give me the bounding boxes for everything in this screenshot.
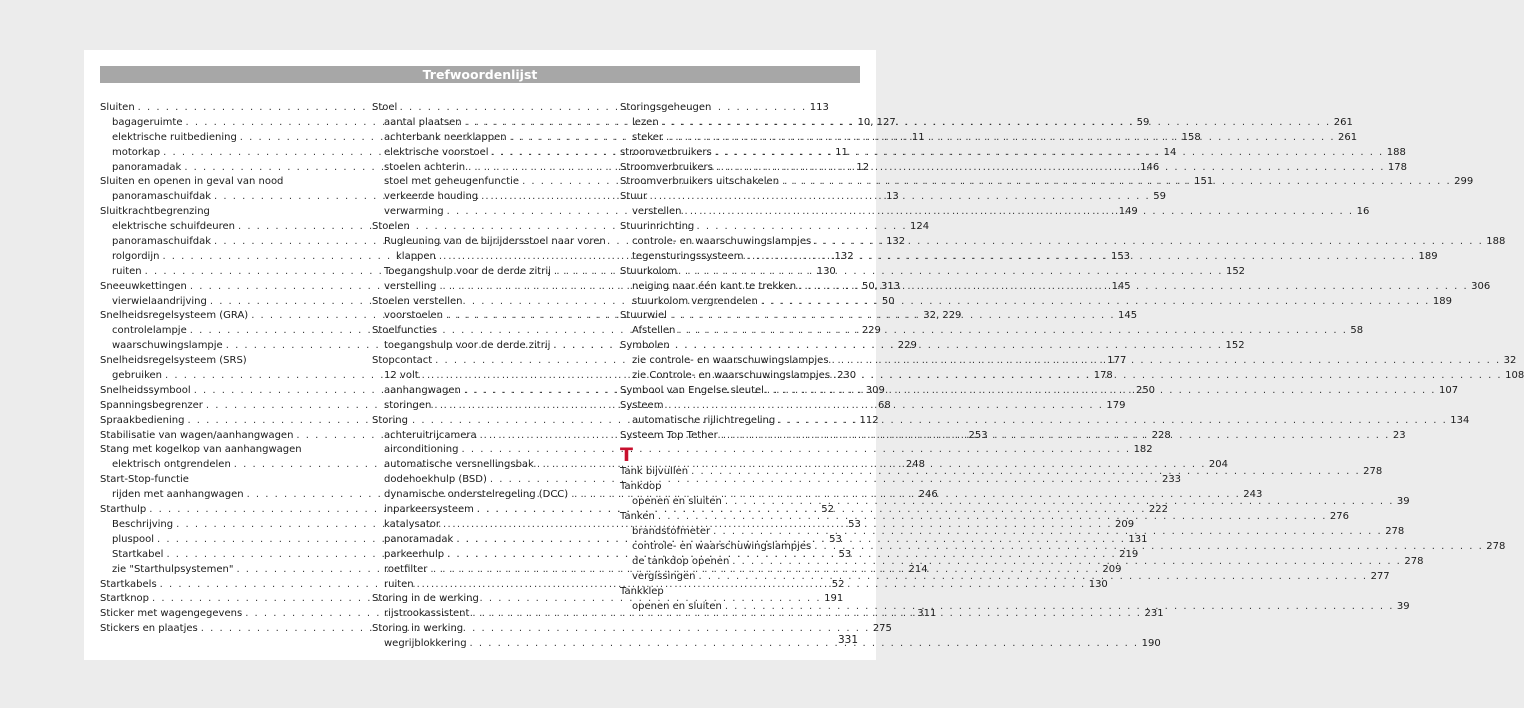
entry-page-ref[interactable]: 132 — [834, 250, 854, 262]
entry-term: Tankdop — [620, 481, 662, 493]
entry-term: Rugleuning van de bijrijdersstoel naar voren — [384, 236, 606, 248]
entry-page-ref[interactable]: 231 — [1144, 608, 1164, 620]
entry-term: controle- en waarschuwingslampjes — [632, 236, 812, 248]
entry-page-ref[interactable]: 50, 313 — [861, 280, 901, 292]
entry-page-ref[interactable]: 229 — [861, 325, 881, 337]
dot-leader — [767, 384, 1436, 399]
page-number: 331 — [838, 634, 859, 646]
entry-page-ref[interactable]: 230 — [837, 370, 857, 382]
entry-term: achteruitrijcamera — [384, 429, 477, 441]
entry-page-ref[interactable]: 233 — [1161, 474, 1182, 486]
entry-term: tegensturingssysteem — [632, 250, 744, 262]
entry-page-ref[interactable]: 261 — [1333, 116, 1353, 128]
entry-term: Start-Stop-functie — [100, 474, 189, 486]
entry-term: Stoel — [372, 102, 398, 113]
entry-page-ref[interactable]: 11 — [835, 146, 848, 158]
entry-term: Stroomverbruikers — [620, 161, 713, 173]
entry-page-ref[interactable]: 145 — [1111, 280, 1131, 292]
dot-leader — [678, 324, 1347, 339]
entry-page-ref[interactable]: 204 — [1208, 459, 1228, 471]
entry-term: gebruiken — [112, 370, 162, 382]
entry-page-ref[interactable]: 58 — [1350, 325, 1364, 337]
entry-term: Stang met kogelkop van aanhangwagen — [100, 444, 302, 456]
entry-page-ref[interactable]: 209 — [1115, 518, 1135, 530]
entry-term: Stuurkolom — [620, 265, 678, 277]
entry-term: zie Controle- en waarschuwingslampjes — [632, 370, 831, 382]
entry-term: Stoelen — [372, 221, 410, 233]
entry-page-ref[interactable]: 214 — [908, 563, 928, 575]
dot-leader — [832, 354, 1501, 369]
index-entry — [620, 480, 846, 495]
entry-term: Stickers en plaatjes — [100, 623, 198, 635]
entry-term: airconditioning — [384, 444, 459, 456]
entry-term: Stoelen verstellen — [372, 295, 463, 307]
dot-leader — [666, 131, 1335, 146]
entry-page-ref[interactable]: 152 — [1225, 265, 1246, 277]
entry-page-ref[interactable]: 112 — [859, 414, 879, 426]
entry-term: stoel met geheugenfunctie — [384, 176, 520, 188]
entry-page-ref[interactable]: 59 — [1153, 191, 1166, 203]
entry-term: toegangshulp voor de derde zitrij — [384, 340, 551, 352]
entry-term: de tankdop openen — [632, 555, 730, 567]
entry-term: Stuur — [620, 191, 648, 203]
entry-term: Spraakbediening — [100, 414, 185, 426]
entry-page-ref[interactable]: 261 — [1338, 131, 1358, 143]
dot-leader — [782, 175, 1451, 190]
entry-page-ref[interactable]: 52 — [821, 504, 835, 516]
entry-term: automatische versnellingsbak — [384, 459, 534, 471]
entry-page-ref[interactable]: 278 — [1385, 526, 1405, 538]
entry-page-ref[interactable]: 107 — [1438, 384, 1459, 396]
entry-term: Snelheidsregelsysteem (GRA) — [100, 310, 249, 322]
entry-term: klappen — [396, 250, 436, 262]
entry-term: Storingsgeheugen — [620, 102, 712, 113]
dot-leader — [725, 495, 1394, 510]
dot-leader — [746, 250, 1415, 265]
entry-term: roetfilter — [384, 563, 428, 575]
entry-page-ref[interactable]: 12 — [856, 161, 870, 173]
dot-leader — [470, 637, 1139, 652]
entry-page-ref[interactable]: 306 — [1471, 280, 1491, 292]
entry-term: Stuurwiel — [620, 310, 667, 322]
entry-page-ref[interactable]: 311 — [917, 608, 937, 620]
entry-page-ref[interactable]: 229 — [897, 340, 917, 352]
entry-page-ref[interactable]: 190 — [1141, 638, 1161, 650]
dot-leader — [715, 146, 1384, 161]
entry-page-ref[interactable]: 246 — [918, 489, 938, 501]
index-entry — [372, 622, 598, 637]
entry-term: vierwielaandrijving — [112, 295, 207, 307]
entry-term: Startkabel — [112, 548, 164, 560]
entry-term: Startknop — [100, 593, 150, 605]
entry-term: panoramadak — [112, 161, 182, 173]
entry-term: Stoelfuncties — [372, 325, 438, 337]
entry-term: Sluiten — [100, 102, 135, 113]
entry-term: ruiten — [112, 265, 142, 277]
entry-term: Stuurinrichting — [620, 221, 695, 233]
entry-term: motorkap — [112, 146, 161, 158]
entry-term: Tankklep — [620, 585, 664, 597]
entry-term: verstellen — [632, 206, 682, 218]
entry-term: Systeem Top Tether — [620, 429, 718, 441]
entry-page-ref[interactable]: 253 — [968, 429, 988, 441]
entry-term: Storing in de werking — [372, 593, 479, 605]
dot-leader — [833, 369, 1502, 384]
entry-term: Stopcontact — [372, 355, 433, 367]
entry-page-ref[interactable]: 68 — [877, 399, 891, 411]
dot-leader — [814, 235, 1483, 250]
entry-page-ref[interactable]: 32, 229 — [923, 310, 962, 322]
dot-leader — [799, 280, 1468, 295]
entry-term: openen en sluiten — [632, 496, 722, 508]
entry-term: Symbolen — [620, 340, 670, 352]
entry-term: Spanningsbegrenzer — [100, 399, 203, 411]
index-entry — [372, 592, 598, 607]
entry-page-ref[interactable]: 59 — [1136, 116, 1150, 128]
index-entry — [100, 443, 326, 458]
entry-page-ref[interactable]: 145 — [1118, 310, 1138, 322]
entry-term: inparkeersysteem — [384, 504, 474, 516]
entry-page-ref[interactable]: 177 — [1107, 355, 1127, 367]
dot-leader — [725, 600, 1394, 615]
entry-term: Storing in werking — [372, 623, 464, 635]
entry-term: vergissingen — [632, 570, 696, 582]
entry-page-ref[interactable]: 248 — [905, 459, 925, 471]
index-entry — [620, 399, 846, 414]
entry-term: bagageruimte — [112, 116, 183, 128]
dot-leader — [699, 570, 1368, 585]
entry-term: Startkabels — [100, 578, 157, 590]
entry-term: aantal plaatsen — [384, 116, 462, 128]
entry-page-ref[interactable]: 53 — [848, 518, 861, 530]
entry-page-ref[interactable]: 250 — [1135, 384, 1156, 396]
entry-term: zie controle- en waarschuwingslampjes — [632, 355, 829, 367]
entry-term: 12 volt — [384, 370, 419, 382]
entry-term: elektrisch ontgrendelen — [112, 459, 231, 471]
entry-page-ref[interactable]: 134 — [1450, 414, 1470, 426]
entry-page-ref[interactable]: 188 — [1486, 236, 1506, 248]
entry-term: ruiten — [384, 578, 414, 590]
entry-term: rijstrookassistent — [384, 608, 470, 620]
entry-term: Sticker met wagengegevens — [100, 608, 243, 620]
entry-page-ref[interactable]: 278 — [1363, 466, 1383, 478]
entry-page-ref[interactable]: 11 — [911, 131, 925, 143]
entry-term: Stroomverbruikers uitschakelen — [620, 176, 780, 188]
entry-page-ref[interactable]: 132 — [886, 236, 906, 248]
entry-page-ref[interactable]: 14 — [1163, 146, 1177, 158]
entry-term: Symbool van Engelse sleutel — [620, 384, 764, 396]
dot-leader — [716, 161, 1385, 176]
index-entry — [100, 205, 326, 220]
entry-term: openen en sluiten — [632, 600, 722, 612]
entry-term: stuurkolom vergrendelen — [632, 295, 758, 307]
entry-page-ref[interactable]: 275 — [872, 623, 892, 635]
entry-term: voorstoelen — [384, 310, 443, 322]
entry-page-ref[interactable]: 50 — [881, 295, 895, 307]
entry-term: verwarming — [384, 206, 444, 218]
entry-term: Systeem — [620, 399, 664, 411]
entry-term: aanhangwagen — [384, 384, 461, 396]
entry-page-ref[interactable]: 209 — [1102, 563, 1122, 575]
dot-leader — [761, 295, 1430, 310]
entry-term: Tanken — [620, 511, 655, 523]
entry-page-ref[interactable]: 113 — [809, 102, 829, 113]
entry-term: Snelheidsregelsysteem (SRS) — [100, 355, 247, 367]
index-entry — [620, 339, 846, 354]
entry-page-ref[interactable]: 179 — [1106, 399, 1126, 411]
entry-page-ref[interactable]: 130 — [1088, 578, 1108, 590]
entry-term: Tank bijvullen — [620, 466, 689, 478]
index-entry — [372, 101, 598, 116]
entry-term: zie "Starthulpsystemen" — [112, 563, 234, 575]
entry-page-ref[interactable]: 189 — [1418, 250, 1438, 262]
entry-page-ref[interactable]: 39 — [1396, 496, 1410, 508]
index-entry — [100, 473, 326, 488]
entry-page-ref[interactable]: 149 — [1118, 206, 1138, 218]
entry-page-ref[interactable]: 182 — [1133, 444, 1153, 456]
entry-page-ref[interactable]: 158 — [1181, 131, 1201, 143]
entry-page-ref[interactable]: 299 — [1454, 176, 1474, 188]
dot-leader — [658, 510, 1327, 525]
entry-term: automatische rijlichtregeling — [632, 414, 776, 426]
entry-page-ref[interactable]: 189 — [1432, 295, 1452, 307]
entry-page-ref[interactable]: 53 — [829, 533, 842, 545]
entry-term: elektrische ruitbediening — [112, 131, 237, 143]
entry-page-ref[interactable]: 191 — [824, 593, 844, 605]
index-entry — [100, 354, 326, 369]
entry-term: parkeerhulp — [384, 548, 445, 560]
index-subentry — [372, 443, 1153, 458]
entry-page-ref[interactable]: 278 — [1486, 540, 1506, 552]
entry-page-ref[interactable]: 178 — [1387, 161, 1407, 173]
entry-page-ref[interactable]: 152 — [1225, 340, 1245, 352]
dot-leader — [685, 205, 1354, 220]
dot-leader — [732, 555, 1401, 570]
entry-term: neiging naar één kant te trekken — [632, 280, 797, 292]
entry-term: panoramaschuifdak — [112, 191, 211, 203]
index-entry — [620, 265, 846, 280]
index-entry — [620, 585, 846, 600]
entry-term: panoramaschuifdak — [112, 236, 211, 248]
entry-term: Storing — [372, 414, 408, 426]
entry-page-ref[interactable]: 309 — [865, 384, 885, 396]
index-entry — [372, 295, 598, 310]
dot-leader — [778, 414, 1447, 429]
entry-page-ref[interactable]: 32 — [1503, 355, 1517, 367]
entry-term: panoramadak — [384, 533, 454, 545]
index-entry — [372, 414, 598, 429]
entry-page-ref[interactable]: 16 — [1356, 206, 1370, 218]
page-title: Trefwoordenlijst — [100, 66, 860, 83]
entry-term: Sluiten en openen in geval van nood — [100, 176, 284, 188]
entry-page-ref[interactable]: 219 — [1119, 548, 1139, 560]
entry-term: Beschrijving — [112, 518, 174, 530]
entry-page-ref[interactable]: 52 — [831, 578, 845, 590]
entry-term: Toegangshulp voor de derde zitrij — [384, 265, 551, 277]
index-entry — [372, 220, 598, 235]
entry-term: controlelampje — [112, 325, 187, 337]
entry-page-ref[interactable]: 276 — [1329, 511, 1349, 523]
index-entry — [100, 175, 326, 190]
index-entry — [620, 101, 846, 116]
dot-leader — [662, 116, 1331, 131]
index-entry — [620, 190, 846, 205]
entry-term: pluspool — [112, 533, 155, 545]
dot-leader — [721, 429, 1390, 444]
entry-page-ref[interactable]: 13 — [886, 191, 899, 203]
entry-term: katalysator — [384, 518, 440, 530]
index-subentry — [372, 235, 606, 250]
entry-term: achterbank neerklappen — [384, 131, 507, 143]
entry-page-ref[interactable]: 178 — [1093, 370, 1113, 382]
entry-term: Sneeuwkettingen — [100, 280, 187, 292]
entry-page-ref[interactable]: 278 — [1404, 555, 1424, 567]
entry-page-ref[interactable]: 124 — [910, 221, 930, 233]
entry-term: controle- en waarschuwingslampjes — [632, 540, 812, 552]
entry-term: Starthulp — [100, 504, 147, 516]
entry-term: verstelling — [384, 280, 437, 292]
entry-page-ref[interactable]: 131 — [1128, 533, 1148, 545]
index-entry — [620, 220, 846, 235]
dot-leader — [691, 465, 1360, 480]
entry-term: verkeerde houding — [384, 191, 479, 203]
entry-term: elektrische schuifdeuren — [112, 221, 235, 233]
entry-page-ref[interactable]: 130 — [816, 265, 836, 277]
entry-term: Stabilisatie van wagen/aanhangwagen — [100, 429, 294, 441]
dot-leader — [713, 525, 1382, 540]
entry-term: wegrijblokkering — [384, 638, 467, 650]
entry-term: stroomverbruikers — [620, 146, 712, 158]
entry-term: Afstellen — [632, 325, 676, 337]
entry-term: rijden met aanhangwagen — [112, 489, 244, 501]
entry-page-ref[interactable]: 228 — [1151, 429, 1171, 441]
entry-term: stoelen achterin — [384, 161, 466, 173]
entry-term: waarschuwingslampje — [112, 340, 223, 352]
entry-term: storingen — [384, 399, 432, 411]
entry-page-ref[interactable]: 151 — [1194, 176, 1214, 188]
entry-page-ref[interactable]: 222 — [1148, 504, 1169, 516]
dot-leader — [814, 540, 1483, 555]
entry-page-ref[interactable]: 277 — [1370, 570, 1390, 582]
entry-page-ref[interactable]: 108 — [1505, 370, 1524, 382]
index-entry — [372, 324, 598, 339]
entry-term: lezen — [632, 116, 659, 128]
index-letter-heading: T — [620, 444, 633, 467]
entry-term: elektrische voorstoel — [384, 146, 489, 158]
entry-page-ref[interactable]: 243 — [1243, 489, 1263, 501]
index-entry — [620, 309, 846, 324]
entry-term: rolgordijn — [112, 250, 160, 262]
entry-term: steker — [632, 131, 663, 143]
entry-term: dodehoekhulp (BSD) — [384, 474, 487, 486]
entry-page-ref[interactable]: 39 — [1396, 600, 1410, 612]
entry-page-ref[interactable]: 153 — [1110, 250, 1131, 262]
entry-term: Snelheidssymbool — [100, 384, 191, 396]
entry-page-ref[interactable]: 188 — [1386, 146, 1406, 158]
entry-page-ref[interactable]: 23 — [1392, 429, 1406, 441]
entry-page-ref[interactable]: 10, 127 — [857, 116, 896, 128]
entry-term: brandstofmeter — [632, 526, 711, 538]
entry-page-ref[interactable]: 53 — [838, 548, 852, 560]
entry-page-ref[interactable]: 146 — [1140, 161, 1160, 173]
entry-term: Sluitkrachtbegrenzing — [100, 206, 210, 218]
entry-term: dynamische onderstelregeling (DCC) — [384, 489, 569, 501]
